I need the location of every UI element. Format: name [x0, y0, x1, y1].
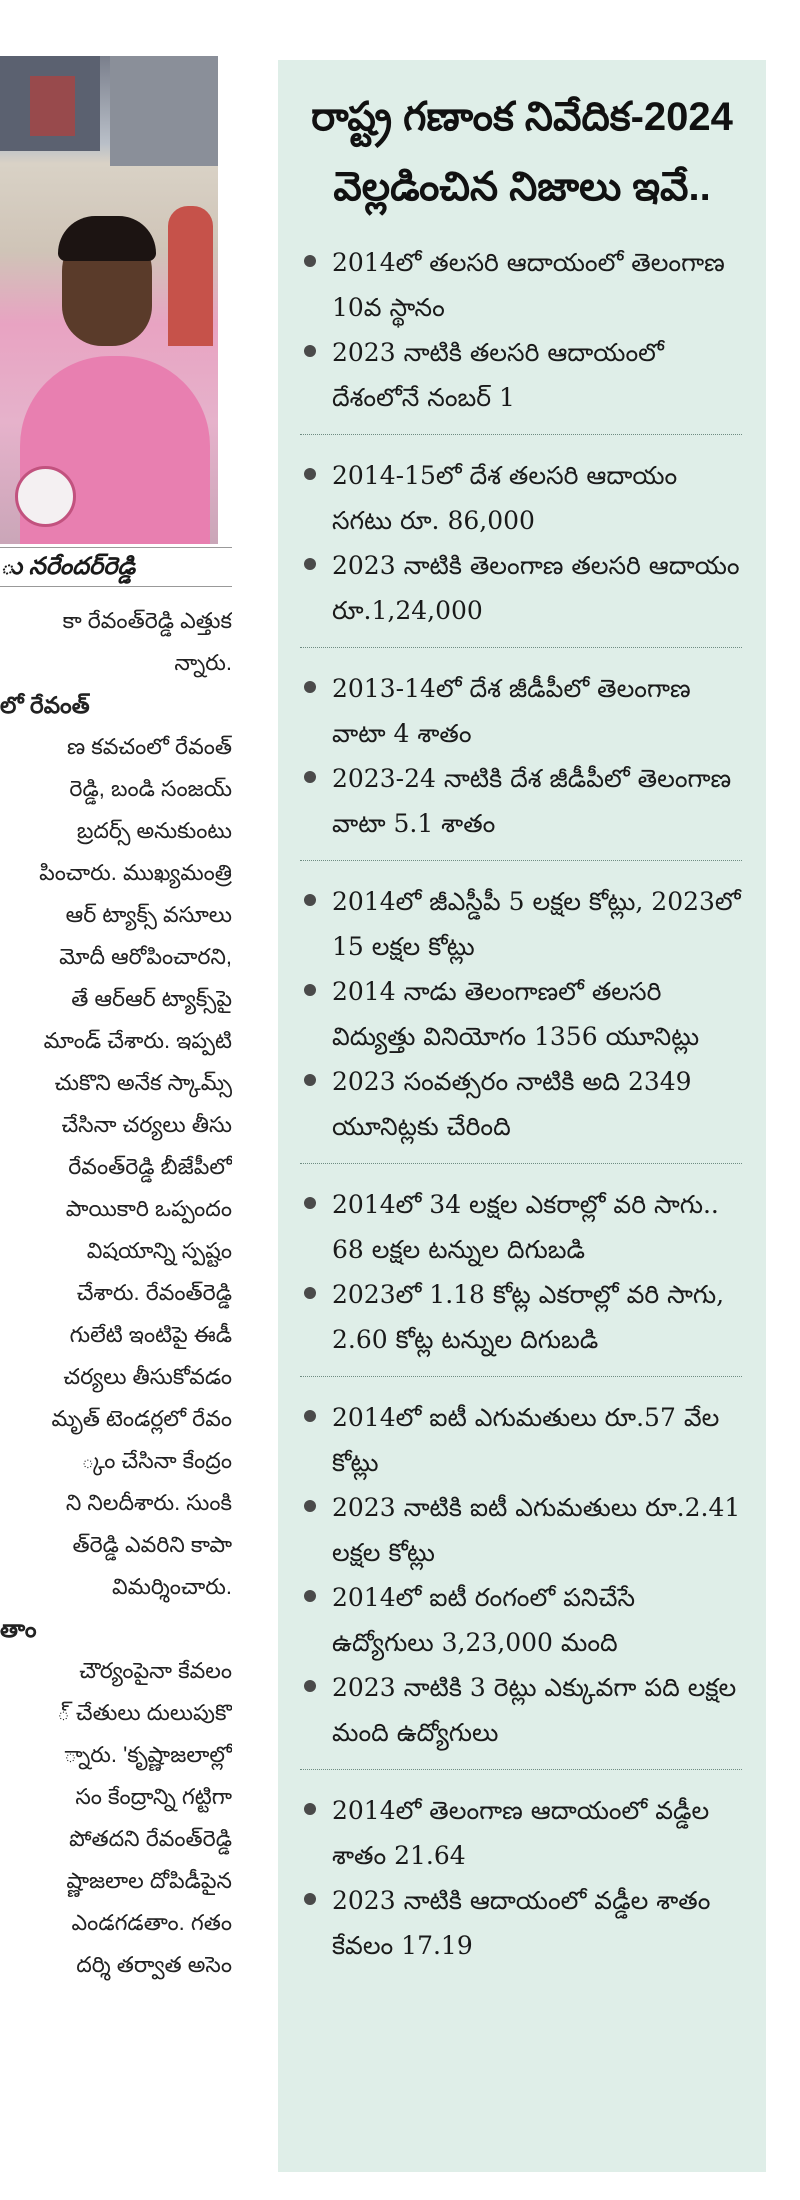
fact-group [300, 240, 742, 435]
photo-party-badge [15, 466, 76, 527]
fact-item [300, 543, 742, 633]
article-line: చేసినా చర్యలు తీసు [61, 1112, 232, 1137]
infobox-groups [278, 240, 766, 1982]
article-subheading: తాం [0, 1616, 37, 1642]
fact-group [300, 1788, 742, 1982]
article-line: ని నిలదీశారు. సుంకి [65, 1490, 232, 1515]
bullet-icon [304, 1893, 316, 1905]
fact-item [300, 756, 742, 846]
fact-text: 2023-24 నాటికి దేశ జీడీపీలో తెలంగాణ వాటా 5.1 శాతం [332, 764, 732, 838]
bullet-icon [304, 1680, 316, 1692]
article-line: మోదీ ఆరోపించారని, [59, 944, 232, 969]
bullet-icon [304, 681, 316, 693]
fact-item [300, 1182, 742, 1272]
fact-text: 2014 నాడు తెలంగాణలో తలసరి విద్యుత్తు వినియోగం 1356 యూనిట్లు [332, 977, 700, 1051]
fact-text: 2013-14లో దేశ జీడీపీలో తెలంగాణ వాటా 4 శాతం [332, 674, 691, 748]
fact-group [300, 879, 742, 1164]
fact-item [300, 1665, 742, 1755]
article-subheading: లో రేవంత్ [0, 692, 90, 718]
article-text [0, 600, 232, 1986]
bullet-icon [304, 984, 316, 996]
article-line: రేవంత్‌రెడ్డి బీజేపీలో [68, 1154, 232, 1179]
fact-text: 2023 నాటికి ఐటీ ఎగుమతులు రూ.2.41 లక్షల కోట్లు [332, 1493, 741, 1567]
article-line: మృత్ టెండర్లలో రేవం [51, 1406, 232, 1431]
bullet-icon [304, 1074, 316, 1086]
fact-text: 2014లో 34 లక్షల ఎకరాల్లో వరి సాగు.. 68 లక్షల టన్నుల దిగుబడి [332, 1190, 719, 1264]
bullet-icon [304, 1500, 316, 1512]
fact-text: 2014-15లో దేశ తలసరి ఆదాయం సగటు రూ. 86,000 [332, 461, 678, 535]
photo-building [110, 56, 218, 166]
fact-group [300, 453, 742, 648]
article-line: పాయికారి ఒప్పందం [65, 1196, 232, 1221]
article-line: చుకొని అనేక స్కామ్స్ [54, 1070, 232, 1095]
bullet-icon [304, 1590, 316, 1602]
article-line: సం కేంద్రాన్ని గట్టిగా [75, 1784, 232, 1809]
statistics-infobox [278, 60, 766, 2172]
article-line: ్నారు. 'కృష్ణాజలాల్లో [64, 1742, 232, 1767]
article-line: దర్శి తర్వాత అసెం [76, 1952, 232, 1977]
article-line: తే ఆర్ఆర్ ట్యాక్స్‌పై [71, 986, 232, 1011]
bullet-icon [304, 1410, 316, 1422]
bullet-icon [304, 468, 316, 480]
bullet-icon [304, 1197, 316, 1209]
article-line: చౌర్యంపైనా కేవలం [79, 1658, 232, 1683]
article-line: కా రేవంత్‌రెడ్డి ఎత్తుక [62, 608, 232, 633]
fact-item [300, 330, 742, 420]
fact-text: 2014లో ఐటీ రంగంలో పనిచేసే ఉద్యోగులు 3,23,000 మంది [332, 1583, 636, 1657]
article-line: గులేటి ఇంటిపై ఈడీ [69, 1322, 232, 1347]
fact-item [300, 1395, 742, 1485]
fact-text: 2014లో జీఎస్డీపీ 5 లక్షల కోట్లు, 2023లో 15 లక్షల కోట్లు [332, 887, 741, 961]
fact-item [300, 666, 742, 756]
fact-group [300, 1182, 742, 1377]
fact-text: 2014లో తలసరి ఆదాయంలో తెలంగాణ 10వ స్థానం [332, 248, 725, 322]
fact-group [300, 1395, 742, 1770]
article-line: ణ కవచంలో రేవంత్ [67, 734, 232, 759]
bullet-icon [304, 558, 316, 570]
fact-text: 2014లో ఐటీ ఎగుమతులు రూ.57 వేల కోట్లు [332, 1403, 720, 1477]
article-line: విషయాన్ని స్పష్టం [86, 1238, 232, 1263]
left-article-column [0, 0, 232, 2200]
article-line: ఆర్ ట్యాక్స్ వసూలు [65, 902, 232, 927]
bullet-icon [304, 255, 316, 267]
article-line: చేశారు. రేవంత్‌రెడ్డి [76, 1280, 232, 1305]
fact-item [300, 879, 742, 969]
article-line: ్కం చేసినా కేంద్రం [81, 1448, 232, 1473]
bullet-icon [304, 1287, 316, 1299]
fact-item [300, 1272, 742, 1362]
fact-item [300, 240, 742, 330]
fact-text: 2014లో తెలంగాణ ఆదాయంలో వడ్డీల శాతం 21.64 [332, 1796, 710, 1870]
bullet-icon [304, 894, 316, 906]
fact-text: 2023 నాటికి ఆదాయంలో వడ్డీల శాతం కేవలం 17.19 [332, 1886, 711, 1960]
bullet-icon [304, 345, 316, 357]
article-line: మాండ్ చేశారు. ఇప్పటి [43, 1028, 232, 1053]
article-line: చర్యలు తీసుకోవడం [63, 1364, 232, 1389]
article-line: రెడ్డి, బండి సంజయ్ [69, 776, 232, 801]
fact-item [300, 453, 742, 543]
fact-text: 2023 సంవత్సరం నాటికి అది 2349 యూనిట్లకు చేరింది [332, 1067, 692, 1141]
article-line: ష్ణాజలాల దోపిడీపైన [66, 1868, 232, 1893]
photo-building [30, 76, 75, 136]
infobox-title: రాష్ట్ర గణాంక నివేదిక-2024 వెల్లడించిన నిజాలు ఇవే.. [311, 95, 733, 209]
article-line: న్నారు. [174, 650, 232, 675]
fact-item [300, 1878, 742, 1968]
photo-caption: ు నరేందర్‌రెడ్డి [0, 553, 136, 580]
fact-text: 2023 నాటికి 3 రెట్లు ఎక్కువగా పది లక్షల మంది ఉద్యోగులు [332, 1673, 737, 1747]
article-line: ్ చేతులు దులుపుకొ [57, 1700, 232, 1725]
fact-item [300, 969, 742, 1059]
fact-item [300, 1575, 742, 1665]
bullet-icon [304, 771, 316, 783]
fact-text: 2023 నాటికి తెలంగాణ తలసరి ఆదాయం రూ.1,24,000 [332, 551, 740, 625]
fact-item [300, 1788, 742, 1878]
article-line: విమర్శించారు. [111, 1574, 232, 1599]
photo-person-background [168, 206, 213, 346]
article-line: ఎండగడతాం. గతం [71, 1910, 232, 1935]
bullet-icon [304, 1803, 316, 1815]
article-line: పించారు. ముఖ్యమంత్రి [39, 860, 232, 885]
fact-text: 2023లో 1.18 కోట్ల ఎకరాల్లో వరి సాగు, 2.60 కోట్ల టన్నుల దిగుబడి [332, 1280, 725, 1354]
fact-item [300, 1059, 742, 1149]
photo-hair [58, 216, 156, 261]
fact-item [300, 1485, 742, 1575]
fact-group [300, 666, 742, 861]
politician-photo [0, 56, 218, 544]
article-line: పోతదని రేవంత్‌రెడ్డి [69, 1826, 232, 1851]
fact-text: 2023 నాటికి తలసరి ఆదాయంలో దేశంలోనే నంబర్ 1 [332, 338, 664, 412]
article-line: బ్రదర్స్ అనుకుంటు [76, 818, 232, 843]
article-line: త్‌రెడ్డి ఎవరిని కాపా [72, 1532, 232, 1557]
